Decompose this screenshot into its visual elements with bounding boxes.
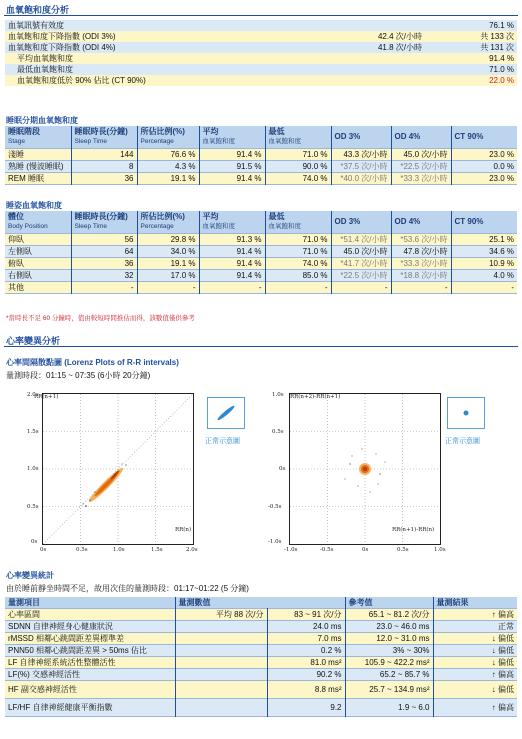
position-section-title: 睡姿血氧飽和度 xyxy=(6,201,62,210)
plot1-ytick: 1.5s xyxy=(27,429,39,435)
spo2-row-value: 76.1 % xyxy=(489,21,514,30)
position-cell: 64 xyxy=(71,246,137,258)
normal-example-label: 正常示意圖 xyxy=(205,438,240,445)
section-divider xyxy=(4,15,518,16)
hrv-result: ↑ 偏高 xyxy=(433,669,517,681)
position-header-cell xyxy=(199,211,265,234)
hrv-row xyxy=(5,657,517,669)
hrv-reference: 1.9 ~ 6.0 xyxy=(345,699,433,717)
stage-row xyxy=(5,173,517,185)
header-zh: 睡眠階段 xyxy=(8,127,40,136)
hrv-value: 0.2 % xyxy=(267,645,345,657)
hrv-result: ↓ 偏低 xyxy=(433,633,517,645)
spo2-row-label: 血氧飽和度低於 90% 佔比 (CT 90%) xyxy=(17,76,146,85)
header-en: 血氧飽和度 xyxy=(202,223,235,230)
stage-header-cell xyxy=(5,126,71,149)
stage-header-cell xyxy=(331,126,391,149)
position-cell: 25.1 % xyxy=(451,234,517,246)
header-en: 血氧飽和度 xyxy=(202,138,235,145)
hrv-value-avg xyxy=(175,699,267,717)
section-divider xyxy=(4,346,518,347)
hrv-value: 7.0 ms xyxy=(267,633,345,645)
spo2-row-value: 71.0 % xyxy=(489,65,514,74)
spo2-section-title: 血氧飽和度分析 xyxy=(6,5,70,15)
position-row xyxy=(5,234,517,246)
position-header-cell xyxy=(71,211,137,234)
spo2-row-label: 最低血氧飽和度 xyxy=(17,65,73,74)
header-zh: CT 90% xyxy=(454,217,484,226)
hrv-value: 90.2 % xyxy=(267,669,345,681)
spo2-row-value: 共 131 次 xyxy=(480,43,514,52)
position-header-row xyxy=(5,211,517,234)
hrv-value-avg xyxy=(175,633,267,645)
stage-cell: 74.0 % xyxy=(265,173,331,185)
stage-cell: 淺睡 xyxy=(8,150,24,159)
stage-cell: 43.3 次/小時 xyxy=(331,149,391,161)
hrv-row xyxy=(5,681,517,699)
hrv-row xyxy=(5,609,517,621)
spo2-row xyxy=(5,53,517,64)
hrv-row xyxy=(5,633,517,645)
stage-cell: *33.3 次/小時 xyxy=(391,173,451,185)
position-cell: 45.0 次/小時 xyxy=(331,246,391,258)
position-cell: 34.6 % xyxy=(451,246,517,258)
header-zh: 最低 xyxy=(268,127,285,136)
plot1-ytick: 0s xyxy=(31,539,38,545)
hrv-row xyxy=(5,699,517,717)
header-zh: 睡眠時長(分鐘) xyxy=(74,212,128,221)
plot1-ytick: 2.0s xyxy=(27,392,39,398)
stage-header-cell xyxy=(199,126,265,149)
stage-header-cell xyxy=(451,126,517,149)
hrv-item: rMSSD 相鄰心跳間距差異標準差 xyxy=(8,634,124,643)
hrv-item: LF(%) 交感神經活性 xyxy=(8,670,80,679)
header-zh: CT 90% xyxy=(454,132,484,141)
hrv-value-avg xyxy=(175,621,267,633)
spo2-row-rate: 41.8 次/小時 xyxy=(377,43,422,52)
position-cell: 47.8 次/小時 xyxy=(391,246,451,258)
hrv-result: ↓ 偏低 xyxy=(433,657,517,669)
header-zh: OD 4% xyxy=(394,132,421,141)
position-cell: 仰臥 xyxy=(8,235,24,244)
header-zh: 最低 xyxy=(268,212,285,221)
position-cell: 91.4 % xyxy=(199,270,265,282)
position-cell: *53.6 次/小時 xyxy=(391,234,451,246)
stage-row xyxy=(5,149,517,161)
hrv-reference: 105.9 ~ 422.2 ms² xyxy=(345,657,433,669)
spo2-row-label: 平均血氧飽和度 xyxy=(17,54,73,63)
stage-cell: 91.4 % xyxy=(199,173,265,185)
stage-cell: 36 xyxy=(71,173,137,185)
rr-diff-scatter-cloud xyxy=(345,449,386,493)
stage-cell: 91.5 % xyxy=(199,161,265,173)
hrv-header-cell: 量測結果 xyxy=(433,597,517,609)
hrv-reference: 3% ~ 30% xyxy=(345,645,433,657)
position-cell: 29.8 % xyxy=(137,234,199,246)
spo2-row xyxy=(5,64,517,75)
hrv-header-cell: 量測數值 xyxy=(175,597,345,609)
header-en: Body Position xyxy=(8,223,48,230)
hrv-reference: 65.2 ~ 85.7 % xyxy=(345,669,433,681)
position-header-cell xyxy=(265,211,331,234)
plot2-xtick: 0s xyxy=(362,547,369,553)
stage-row xyxy=(5,161,517,173)
lorenz-plot-rr-svg xyxy=(43,394,193,544)
hrv-result: 正常 xyxy=(433,621,517,633)
position-cell: *18.8 次/小時 xyxy=(391,270,451,282)
stage-header-cell xyxy=(391,126,451,149)
stage-header-cell xyxy=(137,126,199,149)
spo2-row-rate xyxy=(265,20,425,31)
hrv-result: ↑ 偏高 xyxy=(433,609,517,621)
stage-cell: *37.5 次/小時 xyxy=(331,161,391,173)
position-cell: 74.0 % xyxy=(265,258,331,270)
stage-cell: 8 xyxy=(71,161,137,173)
measurement-period: 量測時段：01:15 ~ 07:35 (6小時 20分鐘) xyxy=(6,371,151,380)
spo2-row-label: 血氧訊號有效度 xyxy=(8,21,64,30)
header-en: Percentage xyxy=(140,138,174,145)
plot1-ytick: 0.5s xyxy=(27,504,39,510)
spo2-row-label: 血氧飽和度下降指數 (ODI 4%) xyxy=(8,43,116,52)
stage-cell: 144 xyxy=(71,149,137,161)
hrv-item: HF 副交感神經活性 xyxy=(8,685,77,694)
hrv-item: LF 自律神經系統活性整體活性 xyxy=(8,658,116,667)
position-header-cell xyxy=(5,211,71,234)
hrv-subtitle: 由於睡前靜坐時間不足，故用次佳的量測時段：01:17~01:22 (5 分鐘) xyxy=(6,584,249,593)
stage-cell: REM 睡眠 xyxy=(8,174,44,183)
spo2-row-rate xyxy=(265,53,425,64)
plot2-ylabel: RR(n+2)-RR(n+1) xyxy=(290,394,341,400)
spo2-row-rate: 42.4 次/小時 xyxy=(377,32,422,41)
hrv-reference: 25.7 ~ 134.9 ms² xyxy=(345,681,433,699)
lorenz-plot-rr-diff-svg xyxy=(290,394,440,544)
stage-cell: 4.3 % xyxy=(137,161,199,173)
hrv-result: ↑ 偏高 xyxy=(433,699,517,717)
hrv-reference: 65.1 ~ 81.2 次/分 xyxy=(345,609,433,621)
plot1-ylabel: RR(n+1) xyxy=(34,394,59,400)
position-cell: - xyxy=(391,282,451,294)
position-cell: 其他 xyxy=(8,283,24,292)
stage-cell: *22.5 次/小時 xyxy=(391,161,451,173)
hrv-value: 9.2 xyxy=(267,699,345,717)
stage-cell: 76.6 % xyxy=(137,149,199,161)
position-cell: 19.1 % xyxy=(137,258,199,270)
normal-example-thumbnail xyxy=(447,397,485,429)
plot1-xtick: 0.5s xyxy=(76,547,88,553)
hrv-value: 8.8 ms² xyxy=(267,681,345,699)
plot2-xtick: -1.0s xyxy=(284,547,298,553)
spo2-row-value: 共 133 次 xyxy=(480,32,514,41)
position-cell: 左側臥 xyxy=(8,247,32,256)
header-en: Sleep Time xyxy=(74,223,108,230)
position-spo2-table xyxy=(5,211,517,294)
header-en: 血氧飽和度 xyxy=(268,138,301,145)
hrv-item: SDNN 自律神經身心健康狀況 xyxy=(8,622,113,631)
stage-cell: 23.0 % xyxy=(451,149,517,161)
position-cell: 85.0 % xyxy=(265,270,331,282)
header-zh: 所佔比例(%) xyxy=(140,127,185,136)
plot1-xtick: 1.5s xyxy=(151,547,163,553)
hrv-value: 83 ~ 91 次/分 xyxy=(267,609,345,621)
hrv-item: 心率區間 xyxy=(8,610,40,619)
plot2-xtick: 0.5s xyxy=(397,547,409,553)
spo2-row xyxy=(5,20,517,31)
plot2-ytick: -1.0s xyxy=(268,539,282,545)
plot1-xtick: 0s xyxy=(40,547,47,553)
hrv-header-cell: 參考值 xyxy=(345,597,433,609)
stage-header-cell xyxy=(71,126,137,149)
position-header-cell xyxy=(137,211,199,234)
stage-spo2-table xyxy=(5,126,517,185)
hrv-value-avg xyxy=(175,681,267,699)
hrv-section-title: 心率變異統計 xyxy=(6,571,54,580)
stage-section-title: 睡眠分期血氧飽和度 xyxy=(6,116,78,125)
position-cell: 17.0 % xyxy=(137,270,199,282)
position-cell: 34.0 % xyxy=(137,246,199,258)
hrv-value-avg xyxy=(175,645,267,657)
hrv-value-avg xyxy=(175,657,267,669)
spo2-summary-table xyxy=(5,20,517,86)
position-cell: 右側臥 xyxy=(8,271,32,280)
plot2-ytick: -0.5s xyxy=(268,504,282,510)
position-cell: - xyxy=(331,282,391,294)
position-cell: - xyxy=(137,282,199,294)
lorenz-plot-rr xyxy=(42,393,194,545)
position-cell: *33.3 次/小時 xyxy=(391,258,451,270)
position-cell: 71.0 % xyxy=(265,234,331,246)
normal-example-label: 正常示意圖 xyxy=(445,438,480,445)
header-zh: OD 4% xyxy=(394,217,421,226)
stage-cell: 23.0 % xyxy=(451,173,517,185)
position-header-cell xyxy=(451,211,517,234)
spo2-row-rate xyxy=(265,75,425,86)
plot2-ytick: 1.0s xyxy=(272,392,284,398)
position-cell: 91.3 % xyxy=(199,234,265,246)
position-row xyxy=(5,270,517,282)
stage-cell: 91.4 % xyxy=(199,149,265,161)
header-en: 血氧飽和度 xyxy=(268,223,301,230)
stage-cell: 90.0 % xyxy=(265,161,331,173)
position-cell: 91.4 % xyxy=(199,258,265,270)
hrv-header-row xyxy=(5,597,517,609)
lorenz-plot-rr-diff xyxy=(289,393,441,545)
position-cell: 71.0 % xyxy=(265,246,331,258)
position-row xyxy=(5,258,517,270)
spo2-row xyxy=(5,31,517,42)
hrv-result: ↓ 偏低 xyxy=(433,681,517,699)
plot2-ytick: 0s xyxy=(279,466,286,472)
position-cell: *51.4 次/小時 xyxy=(331,234,391,246)
lorenz-title: 心率間隔散點圖 (Lorenz Plots of R-R intervals) xyxy=(6,358,179,367)
position-cell: 56 xyxy=(71,234,137,246)
position-row xyxy=(5,246,517,258)
hrv-value: 81.0 ms² xyxy=(267,657,345,669)
position-cell: 32 xyxy=(71,270,137,282)
header-zh: 所佔比例(%) xyxy=(140,212,185,221)
hrv-row xyxy=(5,621,517,633)
position-cell: - xyxy=(265,282,331,294)
position-cell: 10.9 % xyxy=(451,258,517,270)
hrv-stats-table xyxy=(5,597,517,717)
estimate-note: *當時長不足 60 分鐘時，值由較短時間推估而得，該數值僅供參考 xyxy=(6,315,195,322)
spo2-row-rate xyxy=(265,64,425,75)
header-en: Sleep Time xyxy=(74,138,108,145)
position-cell: - xyxy=(71,282,137,294)
position-cell: 91.4 % xyxy=(199,246,265,258)
spo2-row xyxy=(5,42,517,53)
position-row xyxy=(5,282,517,294)
stage-cell: 71.0 % xyxy=(265,149,331,161)
hrv-value-avg xyxy=(175,669,267,681)
header-zh: 體位 xyxy=(8,212,24,221)
plot2-xlabel: RR(n+1)-RR(n) xyxy=(392,527,435,533)
spo2-row-value: 91.4 % xyxy=(489,54,514,63)
header-zh: 平均 xyxy=(202,127,219,136)
position-header-cell xyxy=(391,211,451,234)
position-cell: *41.7 次/小時 xyxy=(331,258,391,270)
stage-header-row xyxy=(5,126,517,149)
position-cell: *22.5 次/小時 xyxy=(331,270,391,282)
hrv-row xyxy=(5,645,517,657)
stage-cell: 0.0 % xyxy=(451,161,517,173)
hrv-value: 24.0 ms xyxy=(267,621,345,633)
hrv-value-avg: 平均 88 次/分 xyxy=(175,609,267,621)
position-cell: - xyxy=(199,282,265,294)
plot2-xtick: 1.0s xyxy=(434,547,446,553)
header-zh: 睡眠時長(分鐘) xyxy=(74,127,128,136)
position-cell: 俯臥 xyxy=(8,259,24,268)
hr-section-title: 心率變異分析 xyxy=(6,336,61,346)
normal-example-svg xyxy=(208,398,244,428)
position-cell: 4.0 % xyxy=(451,270,517,282)
header-zh: 平均 xyxy=(202,212,219,221)
stage-cell: 19.1 % xyxy=(137,173,199,185)
header-en: Stage xyxy=(8,138,25,145)
hrv-row xyxy=(5,669,517,681)
plot1-xtick: 1.0s xyxy=(113,547,125,553)
hrv-reference: 23.0 ~ 46.0 ms xyxy=(345,621,433,633)
hrv-result: ↓ 偏低 xyxy=(433,645,517,657)
spo2-row xyxy=(5,75,517,86)
stage-header-cell xyxy=(265,126,331,149)
normal-example-svg xyxy=(448,398,484,428)
hrv-item: PNN50 相鄰心跳間距差異 > 50ms 佔比 xyxy=(8,646,147,655)
plot1-xtick: 2.0s xyxy=(186,547,198,553)
hrv-header-cell: 量測項目 xyxy=(5,597,175,609)
plot1-xlabel: RR(n) xyxy=(175,527,192,533)
rr-scatter-cloud xyxy=(83,464,127,507)
position-cell: - xyxy=(451,282,517,294)
stage-cell: 熟睡 (慢波睡眠) xyxy=(8,162,64,171)
header-zh: OD 3% xyxy=(334,217,361,226)
plot2-xtick: -0.5s xyxy=(320,547,334,553)
plot2-ytick: 0.5s xyxy=(272,429,284,435)
position-header-cell xyxy=(331,211,391,234)
plot1-ytick: 1.0s xyxy=(27,466,39,472)
hrv-item: LF/HF 自律神經健康平衡指數 xyxy=(8,703,113,712)
stage-cell: *40.0 次/小時 xyxy=(331,173,391,185)
header-zh: OD 3% xyxy=(334,132,361,141)
position-cell: 36 xyxy=(71,258,137,270)
stage-cell: 45.0 次/小時 xyxy=(391,149,451,161)
spo2-row-value: 22.0 % xyxy=(489,76,514,85)
hrv-reference: 12.0 ~ 31.0 ms xyxy=(345,633,433,645)
spo2-row-label: 血氧飽和度下降指數 (ODI 3%) xyxy=(8,32,116,41)
header-en: Percentage xyxy=(140,223,174,230)
normal-example-thumbnail xyxy=(207,397,245,429)
